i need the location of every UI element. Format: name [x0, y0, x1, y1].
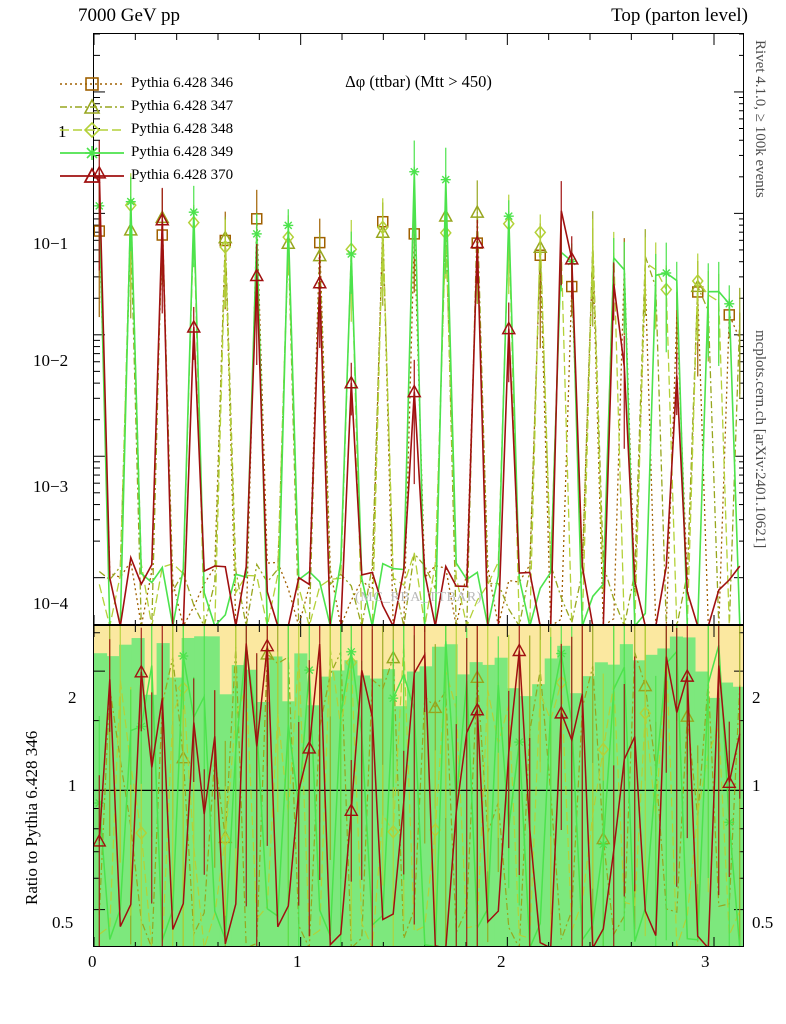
- legend-key-diamond-icon: [60, 120, 124, 140]
- ytick-main-4: 10−4: [33, 594, 69, 613]
- legend-item-0[interactable]: [60, 72, 233, 95]
- xtick-2: 2: [497, 952, 506, 971]
- xtick-3: 3: [701, 952, 710, 971]
- legend-label-0: Pythia 6.428 346: [131, 75, 234, 91]
- xtick-1: 1: [293, 952, 302, 971]
- mcplots-reference-label: mcplots.cern.ch [arXiv:2401.10621]: [752, 330, 768, 549]
- ratio-plot-panel: [93, 625, 744, 947]
- legend-key-square-icon: [60, 74, 124, 94]
- ratio-plot-canvas: [94, 626, 744, 947]
- legend-label-2: Pythia 6.428 348: [131, 121, 234, 137]
- ytick-main-1: 10−1: [33, 234, 69, 253]
- ytick-ratio-left-0: 2: [68, 688, 77, 707]
- plot-title: Δφ (ttbar) (Mtt > 450): [345, 72, 492, 91]
- legend-label-1: Pythia 6.428 347: [131, 98, 234, 114]
- ytick-ratio-right-2: 0.5: [752, 913, 774, 932]
- header-left-label: 7000 GeV pp: [78, 5, 181, 26]
- xtick-0: 0: [88, 952, 97, 971]
- ytick-main-0: 1: [58, 122, 67, 141]
- rivet-version-label: Rivet 4.1.0, ≥ 100k events: [752, 40, 768, 198]
- ratio-axis-label: Ratio to Pythia 6.428 346: [22, 730, 41, 905]
- ytick-ratio-right-1: 1: [752, 776, 761, 795]
- ytick-ratio-right-0: 2: [752, 688, 761, 707]
- legend-label-4: Pythia 6.428 370: [131, 167, 234, 183]
- legend: [60, 72, 233, 187]
- ytick-ratio-left-1: 1: [68, 776, 77, 795]
- legend-label-3: Pythia 6.428 349: [131, 144, 234, 160]
- ytick-ratio-left-2: 0.5: [52, 913, 74, 932]
- legend-key-triangle-icon: [60, 97, 124, 117]
- legend-item-4[interactable]: [60, 164, 233, 187]
- legend-key-triangle-red-icon: [60, 166, 124, 186]
- ytick-main-3: 10−3: [33, 477, 69, 496]
- legend-key-star-icon: [60, 143, 124, 163]
- legend-item-3[interactable]: [60, 141, 233, 164]
- legend-item-2[interactable]: [60, 118, 233, 141]
- legend-item-1[interactable]: [60, 95, 233, 118]
- header-right-label: Top (parton level): [611, 5, 748, 26]
- analysis-watermark: (MC_RBA_TTBAR): [355, 590, 482, 605]
- ytick-main-2: 10−2: [33, 351, 69, 370]
